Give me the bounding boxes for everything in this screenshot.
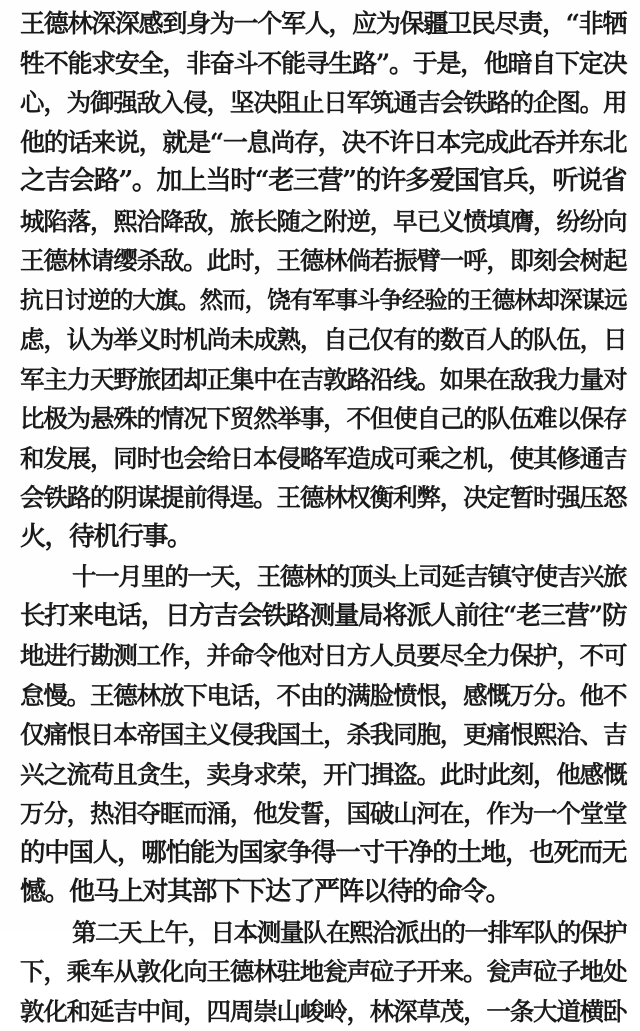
text-line: 会铁路的阴谋提前得逞。王德林权衡利弊，决定暂时强压怒 [20, 478, 626, 518]
text-line: 王德林深深感到身为一个军人，应为保疆卫民尽责，“非牺 [20, 4, 626, 44]
text-line: 虑，认为举义时机尚未成熟，自己仅有的数百人的队伍，日 [20, 320, 626, 360]
text-line: 和发展，同时也会给日本侵略军造成可乘之机，使其修通吉 [20, 439, 626, 479]
text-line: 抗日讨逆的大旗。然而，饶有军事斗争经验的王德林却深谋远 [20, 281, 626, 321]
text-line: 之吉会路”。加上当时“老三营”的许多爱国官兵，听说省 [20, 162, 626, 202]
text-line: 仅痛恨日本帝国主义侵我国土，杀我同胞，更痛恨熙洽、吉 [20, 715, 626, 755]
paragraph-first-line: 第二天上午，日本测量队在熙洽派出的一排军队的保护 [20, 913, 626, 953]
text-line: 心，为御强敌入侵，坚决阻止日军筑通吉会铁路的企图。用 [20, 83, 626, 123]
text-line: 牲不能求安全，非奋斗不能寻生路”。于是，他暗自下定决 [20, 44, 626, 84]
text-line: 王德林请缨杀敌。此时，王德林倘若振臂一呼，即刻会树起 [20, 241, 626, 281]
text-line: 比极为悬殊的情况下贸然举事，不但使自己的队伍难以保存 [20, 399, 626, 439]
text-line: 下，乘车从敦化向王德林驻地瓮声砬子开来。瓮声砬子地处 [20, 952, 626, 992]
text-line: 兴之流苟且贪生，卖身求荣，开门揖盗。此时此刻，他感慨 [20, 755, 626, 795]
paragraph-last-line: 火，待机行事。 [20, 518, 626, 558]
text-line: 长打来电话，日方吉会铁路测量局将派人前往“老三营”防 [20, 597, 626, 637]
paragraph-first-line: 十一月里的一天，王德林的顶头上司延吉镇守使吉兴旅 [20, 557, 626, 597]
text-line: 城陷落，熙洽降敌，旅长随之附逆，早已义愤填膺，纷纷向 [20, 202, 626, 242]
paragraph-last-line: 憾。他马上对其部下下达了严阵以待的命令。 [20, 873, 626, 913]
text-line: 军主力天野旅团却正集中在吉敦路沿线。如果在敌我力量对 [20, 360, 626, 400]
text-line: 敦化和延吉中间，四周崇山峻岭，林深草茂，一条大道横卧 [20, 992, 626, 1031]
text-line: 万分，热泪夺眶而涌，他发誓，国破山河在，作为一个堂堂 [20, 794, 626, 834]
body-text [20, 4, 626, 1031]
text-line: 怠慢。王德林放下电话，不由的满脸愤恨，感慨万分。他不 [20, 676, 626, 716]
text-line: 地进行勘测工作，并命令他对日方人员要尽全力保护，不可 [20, 636, 626, 676]
text-line: 他的话来说，就是“一息尚存，决不许日本完成此吞并东北 [20, 123, 626, 163]
text-line: 的中国人，哪怕能为国家争得一寸干净的土地，也死而无 [20, 834, 626, 874]
